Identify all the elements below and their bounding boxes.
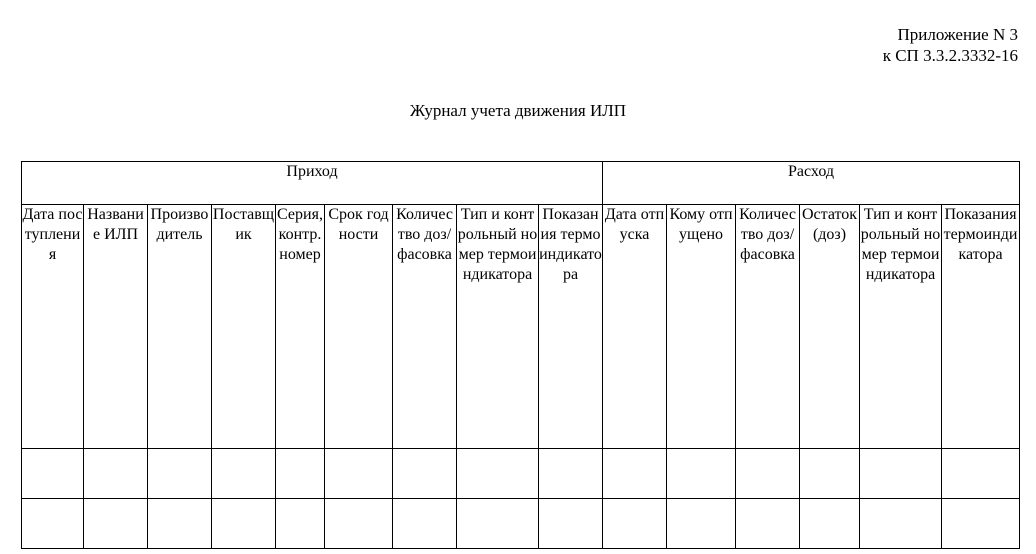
table-cell[interactable] [457,499,539,549]
column-header-label: Тип и контрольный номер термоиндикатора [457,206,538,283]
column-header [603,205,667,449]
column-header-label: Остаток (доз) [801,206,858,243]
document-title: Журнал учета движения ИЛП [409,101,627,120]
table-cell[interactable] [276,499,325,549]
table-cell[interactable] [539,499,603,549]
table-cell[interactable] [667,449,736,499]
column-header-label: Дата поступления [22,206,83,263]
column-header [393,205,457,449]
table-cell[interactable] [22,449,84,499]
table-cell[interactable] [800,499,860,549]
table-cell[interactable] [603,499,667,549]
column-header [942,205,1020,449]
table-cell[interactable] [800,449,860,499]
column-header-label: Срок годности [328,206,389,243]
table-cell[interactable] [84,449,148,499]
column-header [457,205,539,449]
table-cell[interactable] [84,499,148,549]
table-cell[interactable] [942,449,1020,499]
column-header [800,205,860,449]
column-header-label: Производитель [150,206,209,243]
table-cell[interactable] [393,499,457,549]
column-header [667,205,736,449]
appendix-number: Приложение N 3 [897,25,1018,44]
table-cell[interactable] [667,499,736,549]
table-cell[interactable] [736,449,800,499]
table-cell[interactable] [539,449,603,499]
column-header-label: Показания термоиндикатора [943,206,1018,263]
table-cell[interactable] [148,449,212,499]
column-header [539,205,603,449]
table-cell[interactable] [393,449,457,499]
column-header-label: Дата отпуска [604,206,665,243]
table-cell[interactable] [212,449,276,499]
column-header-row [22,205,1020,449]
column-header-label: Количество доз/фасовка [396,206,453,263]
table-row [22,499,1020,549]
table-cell[interactable] [212,499,276,549]
table-cell[interactable] [736,499,800,549]
column-header [860,205,942,449]
appendix-reference: к СП 3.3.2.3332-16 [882,46,1018,65]
column-header-label: Серия, контр. номер [277,206,323,263]
appendix-note [883,24,1018,66]
column-header [276,205,325,449]
table-cell[interactable] [325,449,393,499]
column-header [212,205,276,449]
column-header [325,205,393,449]
column-header-label: Название ИЛП [87,206,144,243]
group-header-row [22,162,1020,205]
column-header [22,205,84,449]
column-header-label: Количество доз/фасовка [739,206,796,263]
table-cell[interactable] [942,499,1020,549]
group-income-header: Приход [22,162,603,205]
table-cell[interactable] [603,449,667,499]
table-row [22,449,1020,499]
journal-table [21,161,1020,549]
column-header-label: Показания термоиндикатора [539,206,602,283]
table-cell[interactable] [325,499,393,549]
column-header [736,205,800,449]
table-cell[interactable] [457,449,539,499]
table-cell[interactable] [22,499,84,549]
column-header [148,205,212,449]
column-header [84,205,148,449]
table-cell[interactable] [860,449,942,499]
table-cell[interactable] [860,499,942,549]
table-cell[interactable] [276,449,325,499]
column-header-label: Кому отпущено [669,206,733,243]
column-header-label: Тип и контрольный номер термоиндикатора [860,206,941,283]
column-header-label: Поставщик [212,206,275,243]
group-expense-header: Расход [603,162,1020,205]
table-cell[interactable] [148,499,212,549]
